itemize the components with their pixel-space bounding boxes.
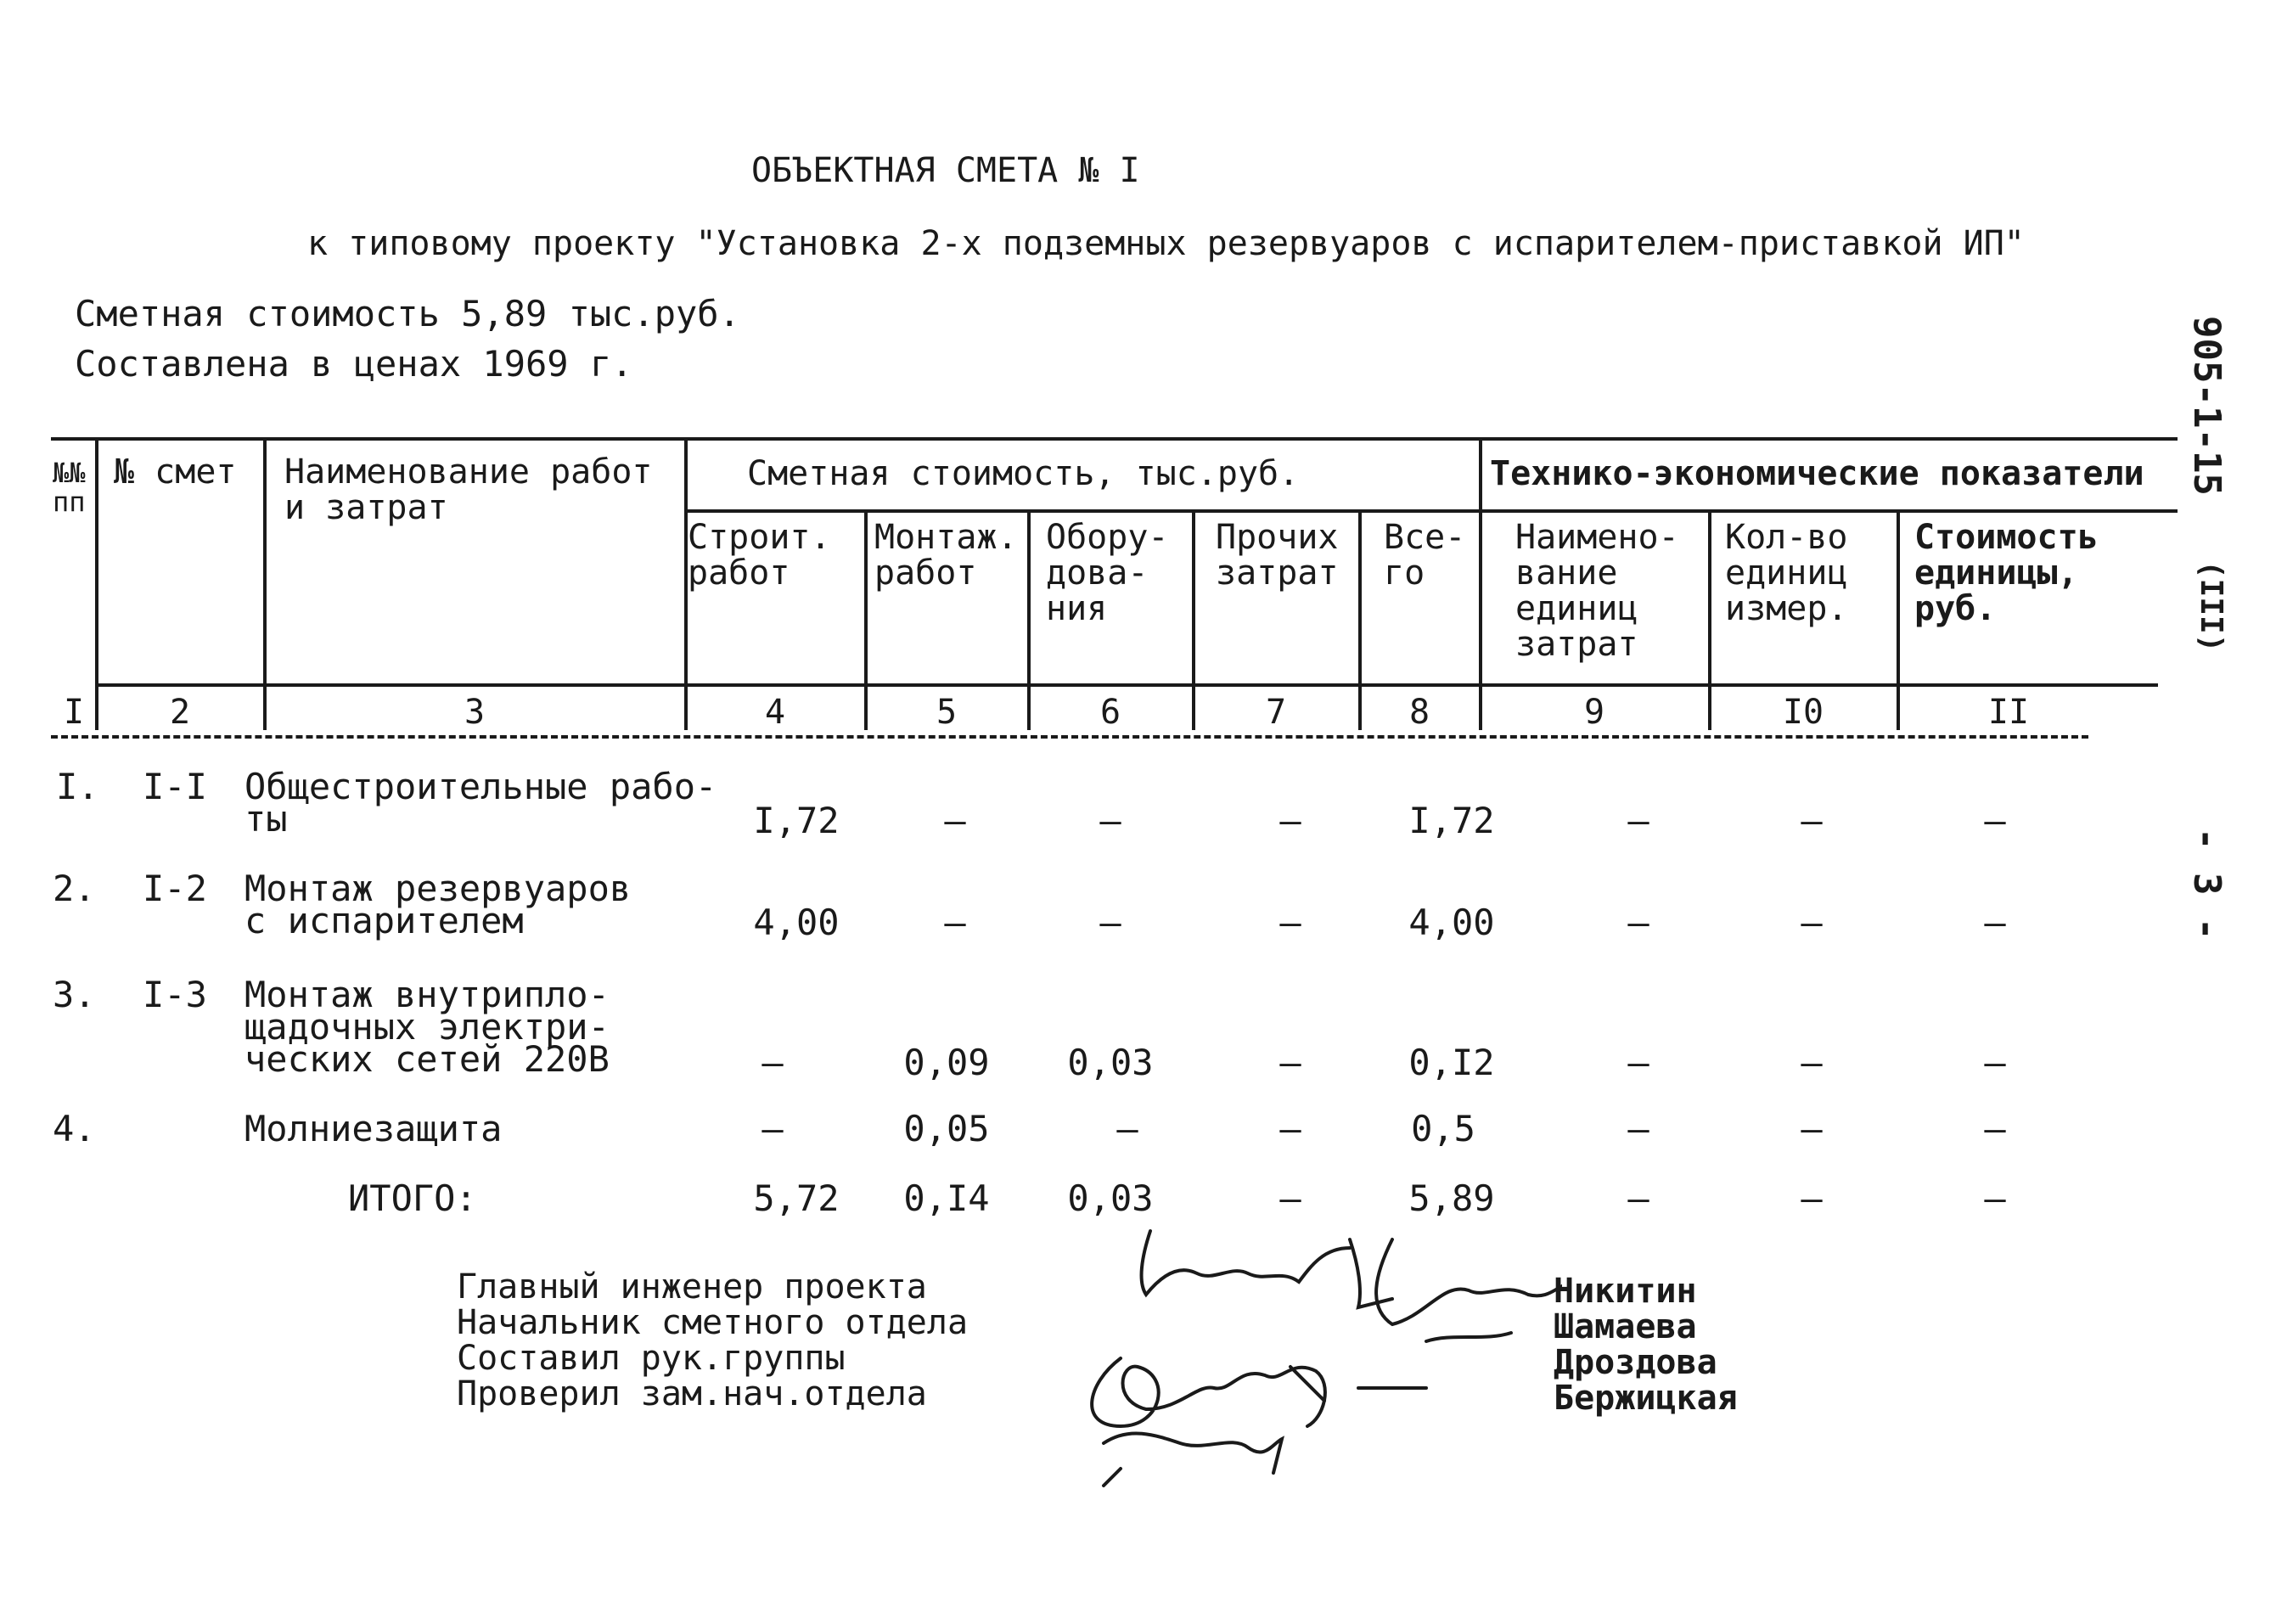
installation-cost: – xyxy=(944,800,966,841)
construction-cost: – xyxy=(761,1108,784,1149)
total-unit-cost: – xyxy=(1984,1177,2006,1219)
installation-cost: 0,09 xyxy=(903,1042,990,1083)
total-cost: 0,I2 xyxy=(1408,1042,1495,1083)
estimate-number: I-2 xyxy=(143,868,207,909)
header-installation: Монтаж. работ xyxy=(874,518,1018,593)
equipment-cost: 0,03 xyxy=(1067,1042,1154,1083)
name-chief-engineer: Никитин xyxy=(1554,1272,1697,1311)
work-name xyxy=(244,768,717,838)
unit-count: – xyxy=(1801,1108,1823,1149)
work-name-line-2: ты xyxy=(244,798,288,840)
total-unit-count: – xyxy=(1801,1177,1823,1219)
group-header-divider xyxy=(686,509,2178,513)
grand-total-cost: 5,89 xyxy=(1408,1177,1495,1219)
total-label: ИТОГО: xyxy=(348,1177,477,1219)
column-number-10: I0 xyxy=(1782,693,1824,732)
total-cost: 4,00 xyxy=(1408,902,1495,943)
unit-name: – xyxy=(1627,1108,1649,1149)
column-number-2: 2 xyxy=(169,693,191,732)
header-equipment-line-3: ния xyxy=(1046,589,1108,628)
signature-names xyxy=(1554,1273,1738,1416)
header-equipment-line-1: Обору- xyxy=(1046,518,1169,557)
equipment-cost: – xyxy=(1116,1108,1138,1149)
work-name xyxy=(244,976,610,1078)
installation-cost: – xyxy=(944,902,966,943)
total-equipment-cost: 0,03 xyxy=(1067,1177,1154,1219)
unit-count: – xyxy=(1801,800,1823,841)
equipment-cost: – xyxy=(1099,902,1121,943)
unit-name: – xyxy=(1627,1042,1649,1083)
construction-cost: – xyxy=(761,1042,784,1083)
header-other: Прочих затрат xyxy=(1216,518,1339,593)
column-number-4: 4 xyxy=(764,693,786,732)
work-name xyxy=(244,1110,502,1148)
col-divider-2 xyxy=(263,437,267,730)
column-number-3: 3 xyxy=(464,693,486,732)
col-divider-1 xyxy=(95,437,98,730)
header-unit-count-line-2: единиц xyxy=(1725,554,1848,593)
total-installation-cost: 0,I4 xyxy=(903,1177,990,1219)
column-number-11: II xyxy=(1987,693,2030,732)
unit-count: – xyxy=(1801,1042,1823,1083)
work-name-line-2: щадочных электри- xyxy=(244,1006,610,1048)
work-name-line-3: ческих сетей 220В xyxy=(244,1038,610,1080)
total-unit-name: – xyxy=(1627,1177,1649,1219)
total-cost: 0,5 xyxy=(1411,1108,1475,1149)
header-unit-name-line-2: вание xyxy=(1515,554,1618,593)
column-number-dashed-line xyxy=(51,735,2088,739)
price-basis: Составлена в ценах 1969 г. xyxy=(75,343,633,385)
work-name-line-2: с испарителем xyxy=(244,900,524,941)
header-estimate-number: № смет xyxy=(114,452,237,492)
col-divider-8 xyxy=(1479,437,1482,730)
header-bottom-border xyxy=(95,683,2158,687)
column-number-9: 9 xyxy=(1583,693,1605,732)
role-compiled-by: Составил рук.группы xyxy=(457,1339,846,1378)
total-other-cost: – xyxy=(1279,1177,1301,1219)
unit-count: – xyxy=(1801,902,1823,943)
construction-cost: 4,00 xyxy=(753,902,840,943)
header-total-line-2: го xyxy=(1384,554,1425,593)
other-cost: – xyxy=(1279,800,1301,841)
unit-name: – xyxy=(1627,800,1649,841)
header-row-number: №№ пп xyxy=(53,457,86,518)
header-equipment-line-2: дова- xyxy=(1046,554,1149,593)
unit-name: – xyxy=(1627,902,1649,943)
unit-cost: – xyxy=(1984,1108,2006,1149)
header-unit-cost-line-1: Стоимость xyxy=(1914,518,2099,557)
role-estimate-head: Начальник сметного отдела xyxy=(457,1303,969,1342)
header-group-cost: Сметная стоимость, тыс.руб. xyxy=(747,454,1300,493)
other-cost: – xyxy=(1279,1108,1301,1149)
name-compiled-by: Дроздова xyxy=(1554,1343,1717,1382)
row-number: 4. xyxy=(53,1108,96,1149)
header-unit-name xyxy=(1515,520,1679,662)
construction-cost: I,72 xyxy=(753,800,840,841)
unit-cost: – xyxy=(1984,1042,2006,1083)
header-unit-count-line-1: Кол-во xyxy=(1725,518,1848,557)
row-number: I. xyxy=(56,766,99,807)
header-total xyxy=(1384,520,1465,591)
column-number-8: 8 xyxy=(1408,693,1430,732)
work-name xyxy=(244,870,631,940)
column-number-5: 5 xyxy=(936,693,958,732)
header-unit-cost-line-3: руб. xyxy=(1914,589,1997,628)
unit-cost: – xyxy=(1984,902,2006,943)
work-name-line-1: Монтаж резервуаров xyxy=(244,868,632,909)
work-name-line-1: Общестроительные рабо- xyxy=(244,766,717,807)
name-estimate-head: Шамаева xyxy=(1554,1307,1697,1346)
column-number-1: I xyxy=(63,693,85,732)
header-unit-name-line-1: Наимено- xyxy=(1515,518,1679,557)
side-mark: (III) xyxy=(2194,560,2228,653)
column-number-6: 6 xyxy=(1099,693,1121,732)
document-title: ОБЪЕКТНАЯ СМЕТА № I xyxy=(751,151,1140,190)
document-subtitle: к типовому проекту "Установка 2-х подземных резервуаров с испарителем-приставкой ИП" xyxy=(307,224,2025,263)
signature-roles xyxy=(457,1269,968,1412)
header-unit-name-line-4: затрат xyxy=(1515,625,1638,664)
header-total-line-1: Все- xyxy=(1384,518,1466,557)
role-checked-by: Проверил зам.нач.отдела xyxy=(457,1374,927,1413)
other-cost: – xyxy=(1279,1042,1301,1083)
unit-cost: – xyxy=(1984,800,2006,841)
estimate-number: I-I xyxy=(143,766,207,807)
other-cost: – xyxy=(1279,902,1301,943)
header-construction: Строит. работ xyxy=(688,518,831,593)
header-unit-count xyxy=(1725,520,1848,627)
work-name-line-1: Молниезащита xyxy=(244,1108,503,1149)
page-number: - 3 - xyxy=(2185,828,2228,941)
column-number-7: 7 xyxy=(1265,693,1287,732)
header-equipment xyxy=(1046,520,1169,627)
name-checked-by: Бержицкая xyxy=(1554,1379,1738,1418)
project-code: 905-1-15 xyxy=(2185,316,2228,496)
estimate-number: I-3 xyxy=(143,974,207,1015)
header-unit-count-line-3: измер. xyxy=(1725,589,1848,628)
header-unit-name-line-3: единиц xyxy=(1515,589,1638,628)
row-number: 2. xyxy=(53,868,96,909)
equipment-cost: – xyxy=(1099,800,1121,841)
installation-cost: 0,05 xyxy=(903,1108,990,1149)
total-construction-cost: 5,72 xyxy=(753,1177,840,1219)
table-top-border xyxy=(51,437,2178,441)
row-number: 3. xyxy=(53,974,96,1015)
header-unit-cost-line-2: единицы, xyxy=(1914,554,2078,593)
total-cost: I,72 xyxy=(1408,800,1495,841)
work-name-line-1: Монтаж внутриплo- xyxy=(244,974,610,1015)
estimated-cost: Сметная стоимость 5,89 тыс.руб. xyxy=(75,293,740,334)
header-unit-cost xyxy=(1914,520,2099,627)
header-group-tech: Технико-экономические показатели xyxy=(1490,454,2144,493)
header-work-name: Наименование работ и затрат xyxy=(284,452,653,527)
handwritten-signatures xyxy=(1070,1214,1562,1494)
role-chief-engineer: Главный инженер проекта xyxy=(457,1267,927,1307)
